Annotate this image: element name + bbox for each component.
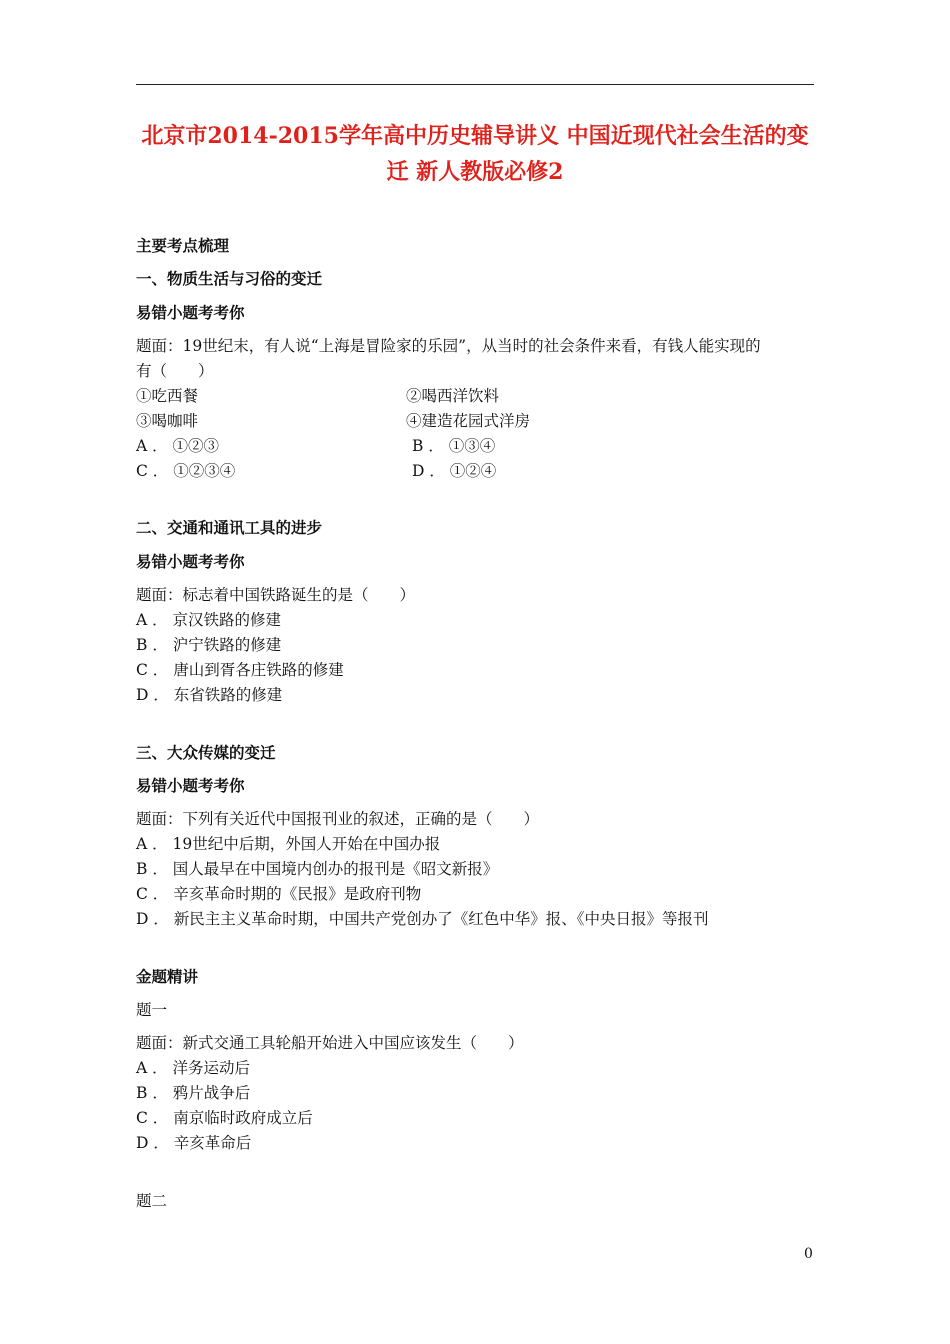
section3-option-d: D ． 新民主主义革命时期，中国共产党创办了《红色中华》报、《中央日报》等报刊 — [136, 910, 709, 928]
section2-option-b: B ． 沪宁铁路的修建 — [136, 636, 282, 654]
section2-option-c: C ． 唐山到胥各庄铁路的修建 — [136, 661, 344, 679]
section1-option-c: C ． ①②③④ — [136, 462, 236, 480]
section1-question-line1: 题面：19世纪末，有人说“上海是冒险家的乐园”，从当时的社会条件来看，有钱人能实现的 — [136, 337, 761, 355]
section1-option-b: B ． ①③④ — [412, 437, 496, 455]
document-title-line-2: 迁 新人教版必修2 — [386, 159, 564, 185]
section3-subheading: 易错小题考考你 — [136, 776, 245, 795]
section2-option-d: D ． 东省铁路的修建 — [136, 686, 283, 704]
section1-option-d: D ． ①②④ — [412, 462, 497, 480]
section1-heading: 一、物质生活与习俗的变迁 — [136, 269, 323, 288]
section2-heading: 二、交通和通讯工具的进步 — [136, 518, 323, 537]
section1-item-4: ④建造花园式洋房 — [406, 412, 531, 430]
gold-q2-label: 题二 — [136, 1192, 168, 1210]
section2-subheading: 易错小题考考你 — [136, 552, 245, 571]
section1-item-3: ③喝咖啡 — [136, 412, 199, 430]
section1-item-2: ②喝西洋饮料 — [406, 387, 500, 405]
section2-question: 题面：标志着中国铁路诞生的是（ ） — [136, 586, 416, 604]
document-title-line-1: 北京市2014-2015学年高中历史辅导讲义 中国近现代社会生活的变 — [141, 123, 809, 149]
page-number: 0 — [804, 1246, 813, 1262]
gold-q1-option-a: A ． 洋务运动后 — [136, 1059, 251, 1077]
section3-heading: 三、大众传媒的变迁 — [136, 743, 276, 762]
gold-q1-option-c: C ． 南京临时政府成立后 — [136, 1109, 313, 1127]
header-rule — [136, 84, 814, 85]
section1-option-a: A ． ①②③ — [136, 437, 220, 455]
section1-subheading: 易错小题考考你 — [136, 303, 245, 322]
outline-heading: 主要考点梳理 — [136, 236, 230, 255]
section2-option-a: A ． 京汉铁路的修建 — [136, 611, 282, 629]
gold-q1-option-b: B ． 鸦片战争后 — [136, 1084, 251, 1102]
gold-q1-label: 题一 — [136, 1001, 168, 1019]
section3-option-b: B ． 国人最早在中国境内创办的报刊是《昭文新报》 — [136, 860, 499, 878]
gold-q1-question: 题面：新式交通工具轮船开始进入中国应该发生（ ） — [136, 1034, 524, 1052]
gold-q1-option-d: D ． 辛亥革命后 — [136, 1134, 252, 1152]
section1-item-1: ①吃西餐 — [136, 387, 199, 405]
section3-question: 题面：下列有关近代中国报刊业的叙述，正确的是（ ） — [136, 810, 540, 828]
section3-option-c: C ． 辛亥革命时期的《民报》是政府刊物 — [136, 885, 422, 903]
section3-option-a: A ． 19世纪中后期，外国人开始在中国办报 — [136, 835, 441, 853]
gold-heading: 金题精讲 — [136, 967, 199, 986]
section1-question-line2: 有（ ） — [136, 362, 214, 380]
